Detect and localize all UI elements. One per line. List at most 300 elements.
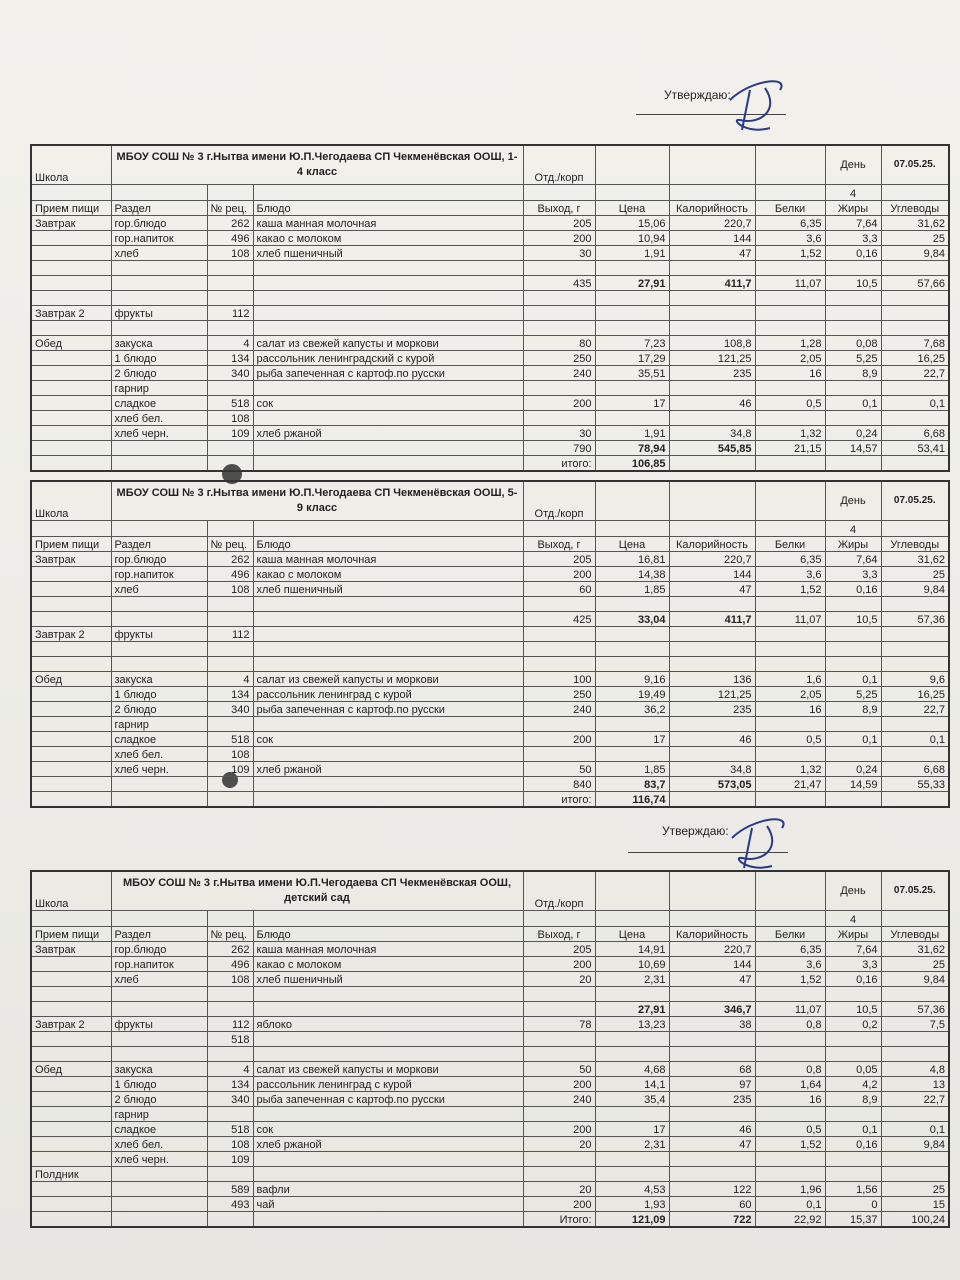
empty-cell — [523, 521, 595, 537]
table-cell — [523, 1047, 595, 1062]
table-cell: хлеб черн. — [111, 426, 207, 441]
table-cell: вафли — [253, 1182, 523, 1197]
column-header: Выход, г — [523, 927, 595, 942]
table-cell — [253, 321, 523, 336]
table-cell — [253, 1212, 523, 1228]
table-cell: 9,84 — [881, 246, 949, 261]
table-cell: 68 — [669, 1062, 755, 1077]
table-cell — [669, 411, 755, 426]
table-cell — [31, 717, 111, 732]
table-cell — [881, 642, 949, 657]
table-row — [31, 306, 949, 321]
table-cell — [669, 792, 755, 808]
table-cell: 144 — [669, 957, 755, 972]
table-row — [31, 567, 949, 582]
table-cell: 47 — [669, 582, 755, 597]
day-number: 4 — [825, 185, 881, 201]
table-cell — [669, 642, 755, 657]
table-cell: 134 — [207, 687, 253, 702]
table-cell — [207, 657, 253, 672]
column-header: Блюдо — [253, 201, 523, 216]
approval-label-2: Утверждаю: — [662, 824, 729, 838]
table-cell: 16,25 — [881, 687, 949, 702]
table-cell: Обед — [31, 672, 111, 687]
table-cell — [523, 1032, 595, 1047]
table-cell: 112 — [207, 627, 253, 642]
table-cell — [669, 747, 755, 762]
table-row — [31, 972, 949, 987]
table-cell — [111, 441, 207, 456]
table-cell: 6,35 — [755, 552, 825, 567]
table-row — [31, 441, 949, 456]
empty-cell — [669, 871, 755, 911]
table-cell: 0,16 — [825, 1137, 881, 1152]
school-label: Школа — [31, 481, 111, 521]
table-cell: 57,36 — [881, 1002, 949, 1017]
table-cell: сок — [253, 396, 523, 411]
table-cell — [523, 747, 595, 762]
table-cell — [207, 321, 253, 336]
table-cell — [207, 612, 253, 627]
table-cell — [207, 1002, 253, 1017]
table-cell: салат из свежей капусты и моркови — [253, 1062, 523, 1077]
table-cell: 200 — [523, 1077, 595, 1092]
table-cell — [253, 1047, 523, 1062]
empty-cell — [523, 185, 595, 201]
table-row — [31, 1017, 949, 1032]
empty-cell — [669, 521, 755, 537]
empty-cell — [111, 185, 207, 201]
table-cell: 11,07 — [755, 276, 825, 291]
table-cell: 122 — [669, 1182, 755, 1197]
table-row — [31, 261, 949, 276]
table-cell — [31, 366, 111, 381]
table-cell — [31, 426, 111, 441]
table-cell — [669, 657, 755, 672]
table-cell: 4 — [207, 336, 253, 351]
table-cell — [207, 987, 253, 1002]
table-cell — [111, 1002, 207, 1017]
table-cell: Завтрак 2 — [31, 1017, 111, 1032]
table-cell: 8,9 — [825, 702, 881, 717]
table-cell: 22,7 — [881, 366, 949, 381]
table-cell: сладкое — [111, 396, 207, 411]
table-cell: 17 — [595, 396, 669, 411]
table-cell: 108 — [207, 972, 253, 987]
table-cell — [111, 321, 207, 336]
table-cell: 0,5 — [755, 396, 825, 411]
table-cell: 1,93 — [595, 1197, 669, 1212]
table-row — [31, 216, 949, 231]
empty-cell — [669, 185, 755, 201]
table-cell: 545,85 — [669, 441, 755, 456]
empty-cell — [111, 911, 207, 927]
table-cell: 0,24 — [825, 426, 881, 441]
table-cell — [111, 1032, 207, 1047]
table-cell: 496 — [207, 957, 253, 972]
table-cell: какао с молоком — [253, 957, 523, 972]
table-cell: 518 — [207, 1032, 253, 1047]
table-cell: гор.блюдо — [111, 216, 207, 231]
table-cell: 47 — [669, 246, 755, 261]
table-cell: хлеб — [111, 246, 207, 261]
table-cell — [253, 717, 523, 732]
column-header: Раздел — [111, 927, 207, 942]
table-cell: 1 блюдо — [111, 351, 207, 366]
date-value: 07.05.25. — [881, 145, 949, 185]
table-cell: 46 — [669, 1122, 755, 1137]
table-cell: 7,64 — [825, 216, 881, 231]
table-cell: хлеб ржаной — [253, 426, 523, 441]
table-cell — [755, 261, 825, 276]
table-cell — [31, 1182, 111, 1197]
table-cell — [755, 642, 825, 657]
table-cell — [595, 306, 669, 321]
table-row — [31, 1062, 949, 1077]
table-cell: 340 — [207, 366, 253, 381]
table-cell — [253, 441, 523, 456]
empty-cell — [253, 185, 523, 201]
table-cell: 31,62 — [881, 552, 949, 567]
table-cell: каша манная молочная — [253, 216, 523, 231]
table-cell — [111, 777, 207, 792]
table-cell: 16 — [755, 366, 825, 381]
table-cell — [881, 381, 949, 396]
table-cell: Итого: — [523, 1212, 595, 1228]
table-cell: 144 — [669, 231, 755, 246]
table-cell: 200 — [523, 957, 595, 972]
table-cell: 16 — [755, 1092, 825, 1107]
table-cell: гарнир — [111, 1107, 207, 1122]
table-cell — [31, 321, 111, 336]
table-row — [31, 411, 949, 426]
table-cell — [825, 411, 881, 426]
table-cell — [31, 231, 111, 246]
table-cell: 6,35 — [755, 216, 825, 231]
table-row — [31, 597, 949, 612]
table-cell: 25 — [881, 1182, 949, 1197]
table-cell: 1,52 — [755, 1137, 825, 1152]
table-cell: 722 — [669, 1212, 755, 1228]
empty-cell — [755, 145, 825, 185]
dept-label: Отд./корп — [523, 871, 595, 911]
table-cell: 53,41 — [881, 441, 949, 456]
table-cell: 262 — [207, 942, 253, 957]
table-cell — [595, 261, 669, 276]
table-cell: 200 — [523, 732, 595, 747]
table-cell — [31, 1152, 111, 1167]
table-cell: гор.напиток — [111, 957, 207, 972]
table-cell: 3,3 — [825, 231, 881, 246]
table-cell: 1,85 — [595, 762, 669, 777]
table-cell: 5,25 — [825, 687, 881, 702]
table-cell — [253, 642, 523, 657]
table-row — [31, 1152, 949, 1167]
table-cell: чай — [253, 1197, 523, 1212]
table-cell — [755, 1107, 825, 1122]
table-cell — [755, 381, 825, 396]
table-row — [31, 231, 949, 246]
table-title: МБОУ СОШ № 3 г.Нытва имени Ю.П.Чегодаева СП Чекменёвская ООШ, детский сад — [111, 871, 523, 911]
table-cell: 20 — [523, 1182, 595, 1197]
table-cell: 0,08 — [825, 336, 881, 351]
table-cell: 16,25 — [881, 351, 949, 366]
table-cell: 6,68 — [881, 426, 949, 441]
empty-cell — [595, 871, 669, 911]
table-cell — [253, 987, 523, 1002]
table-cell — [881, 1167, 949, 1182]
table-row — [31, 336, 949, 351]
table-cell — [755, 627, 825, 642]
column-header: Жиры — [825, 537, 881, 552]
table-cell: 1,52 — [755, 246, 825, 261]
table-cell: 0,5 — [755, 1122, 825, 1137]
table-cell — [755, 987, 825, 1002]
table-row — [31, 381, 949, 396]
empty-cell — [755, 185, 825, 201]
table-cell: 4,68 — [595, 1062, 669, 1077]
table-cell: закуска — [111, 1062, 207, 1077]
table-cell: 21,47 — [755, 777, 825, 792]
table-cell — [31, 291, 111, 306]
table-cell — [595, 627, 669, 642]
table-cell: гор.блюдо — [111, 942, 207, 957]
table-cell — [825, 717, 881, 732]
table-cell: 4 — [207, 672, 253, 687]
table-cell: 220,7 — [669, 942, 755, 957]
table-cell: 340 — [207, 1092, 253, 1107]
day-label: День — [825, 145, 881, 185]
table-cell: 235 — [669, 702, 755, 717]
table-cell: 9,84 — [881, 1137, 949, 1152]
table-cell: 235 — [669, 366, 755, 381]
table-cell — [825, 321, 881, 336]
table-row — [31, 396, 949, 411]
table-cell: салат из свежей капусты и моркови — [253, 336, 523, 351]
table-cell — [595, 1047, 669, 1062]
table-cell: хлеб пшеничный — [253, 582, 523, 597]
table-cell — [523, 291, 595, 306]
table-cell — [669, 456, 755, 472]
table-cell — [207, 1167, 253, 1182]
table-cell — [595, 411, 669, 426]
table-cell — [253, 657, 523, 672]
table-cell — [669, 306, 755, 321]
table-cell — [31, 1092, 111, 1107]
table-cell: салат из свежей капусты и моркови — [253, 672, 523, 687]
table-cell: итого: — [523, 792, 595, 808]
table-cell: 83,7 — [595, 777, 669, 792]
table-cell — [881, 597, 949, 612]
table-cell: 25 — [881, 567, 949, 582]
table-cell — [31, 1032, 111, 1047]
table-cell: итого: — [523, 456, 595, 472]
table-row — [31, 1137, 949, 1152]
table-cell — [595, 321, 669, 336]
table-cell: 112 — [207, 1017, 253, 1032]
table-cell: 1,64 — [755, 1077, 825, 1092]
table-cell: 425 — [523, 612, 595, 627]
table-cell — [31, 1002, 111, 1017]
table-cell: 0,1 — [755, 1197, 825, 1212]
table-cell — [755, 1167, 825, 1182]
table-cell: хлеб ржаной — [253, 1137, 523, 1152]
column-header: Углеводы — [881, 927, 949, 942]
table-cell — [207, 456, 253, 472]
table-cell — [755, 1152, 825, 1167]
table-cell: 13,23 — [595, 1017, 669, 1032]
table-cell: 1,91 — [595, 246, 669, 261]
table-cell — [881, 1032, 949, 1047]
table-cell: 36,2 — [595, 702, 669, 717]
table-cell: хлеб бел. — [111, 411, 207, 426]
table-cell: 47 — [669, 1137, 755, 1152]
table-cell: 121,25 — [669, 351, 755, 366]
table-cell: 109 — [207, 1152, 253, 1167]
table-cell: закуска — [111, 336, 207, 351]
table-cell — [253, 627, 523, 642]
table-cell — [31, 456, 111, 472]
table-cell: хлеб — [111, 582, 207, 597]
table-cell: 262 — [207, 216, 253, 231]
table-cell: 1,6 — [755, 672, 825, 687]
table-cell: гарнир — [111, 381, 207, 396]
empty-cell — [669, 145, 755, 185]
table-cell — [253, 747, 523, 762]
table-cell: 2 блюдо — [111, 1092, 207, 1107]
table-cell — [31, 777, 111, 792]
table-cell — [111, 456, 207, 472]
table-cell — [207, 1212, 253, 1228]
table-cell — [207, 441, 253, 456]
table-cell: 2 блюдо — [111, 702, 207, 717]
table-cell — [111, 792, 207, 808]
table-row — [31, 552, 949, 567]
table-cell: 112 — [207, 306, 253, 321]
table-cell: 22,92 — [755, 1212, 825, 1228]
empty-cell — [881, 185, 949, 201]
empty-cell — [111, 521, 207, 537]
table-cell — [31, 261, 111, 276]
table-cell: 1,52 — [755, 582, 825, 597]
day-number: 4 — [825, 911, 881, 927]
table-cell: 0,16 — [825, 582, 881, 597]
table-cell — [253, 612, 523, 627]
table-cell — [669, 597, 755, 612]
table-cell: 10,5 — [825, 612, 881, 627]
table-cell: 31,62 — [881, 942, 949, 957]
empty-cell — [595, 185, 669, 201]
table-cell: 116,74 — [595, 792, 669, 808]
table-cell — [595, 597, 669, 612]
table-cell — [253, 1002, 523, 1017]
table-cell: 493 — [207, 1197, 253, 1212]
table-cell: 1 блюдо — [111, 1077, 207, 1092]
table-cell: 2,31 — [595, 972, 669, 987]
table-cell — [669, 627, 755, 642]
table-cell: 14,91 — [595, 942, 669, 957]
table-cell — [523, 1152, 595, 1167]
table-cell: 22,7 — [881, 702, 949, 717]
table-cell: какао с молоком — [253, 231, 523, 246]
table-cell — [253, 411, 523, 426]
school-label: Школа — [31, 871, 111, 911]
table-cell: яблоко — [253, 1017, 523, 1032]
table-cell — [207, 261, 253, 276]
table-cell — [595, 747, 669, 762]
table-cell — [253, 1032, 523, 1047]
column-header: Калорийность — [669, 927, 755, 942]
table-cell: 108 — [207, 411, 253, 426]
table-cell: 9,16 — [595, 672, 669, 687]
table-cell — [755, 657, 825, 672]
table-cell — [207, 717, 253, 732]
table-cell — [31, 972, 111, 987]
table-cell: рассольник ленинградский с курой — [253, 351, 523, 366]
table-cell: 1,32 — [755, 762, 825, 777]
table-cell — [31, 1122, 111, 1137]
table-cell: 4 — [207, 1062, 253, 1077]
column-header: Выход, г — [523, 537, 595, 552]
empty-cell — [207, 911, 253, 927]
table-cell — [31, 1107, 111, 1122]
table-cell: 136 — [669, 672, 755, 687]
empty-cell — [881, 521, 949, 537]
empty-cell — [755, 911, 825, 927]
table-cell: 16,81 — [595, 552, 669, 567]
empty-cell — [881, 911, 949, 927]
table-cell: 3,3 — [825, 957, 881, 972]
table-cell: 205 — [523, 216, 595, 231]
table-cell: 518 — [207, 732, 253, 747]
table-cell — [31, 381, 111, 396]
table-cell — [207, 1047, 253, 1062]
table-cell: 1,96 — [755, 1182, 825, 1197]
table-cell: 573,05 — [669, 777, 755, 792]
table-cell: 0,2 — [825, 1017, 881, 1032]
table-cell: 106,85 — [595, 456, 669, 472]
table-row — [31, 672, 949, 687]
table-cell: 108 — [207, 246, 253, 261]
table-cell — [31, 582, 111, 597]
table-cell — [207, 381, 253, 396]
table-cell: 0,1 — [825, 396, 881, 411]
empty-cell — [669, 911, 755, 927]
table-row — [31, 582, 949, 597]
table-cell: 240 — [523, 1092, 595, 1107]
table-cell: сок — [253, 732, 523, 747]
table-cell — [31, 441, 111, 456]
table-cell: 121,09 — [595, 1212, 669, 1228]
table-cell — [825, 1167, 881, 1182]
table-row — [31, 612, 949, 627]
table-cell — [825, 1047, 881, 1062]
table-cell: 0,1 — [825, 672, 881, 687]
table-cell — [669, 717, 755, 732]
table-cell: 235 — [669, 1092, 755, 1107]
table-cell: 27,91 — [595, 1002, 669, 1017]
table-cell — [111, 612, 207, 627]
table-cell: 250 — [523, 351, 595, 366]
table-cell — [111, 1167, 207, 1182]
table-cell: рыба запеченная с картоф.по русски — [253, 366, 523, 381]
table-cell: 34,8 — [669, 426, 755, 441]
table-cell — [881, 321, 949, 336]
table-cell: 1,56 — [825, 1182, 881, 1197]
table-row — [31, 732, 949, 747]
table-cell: 0,8 — [755, 1062, 825, 1077]
table-cell: 0,16 — [825, 972, 881, 987]
